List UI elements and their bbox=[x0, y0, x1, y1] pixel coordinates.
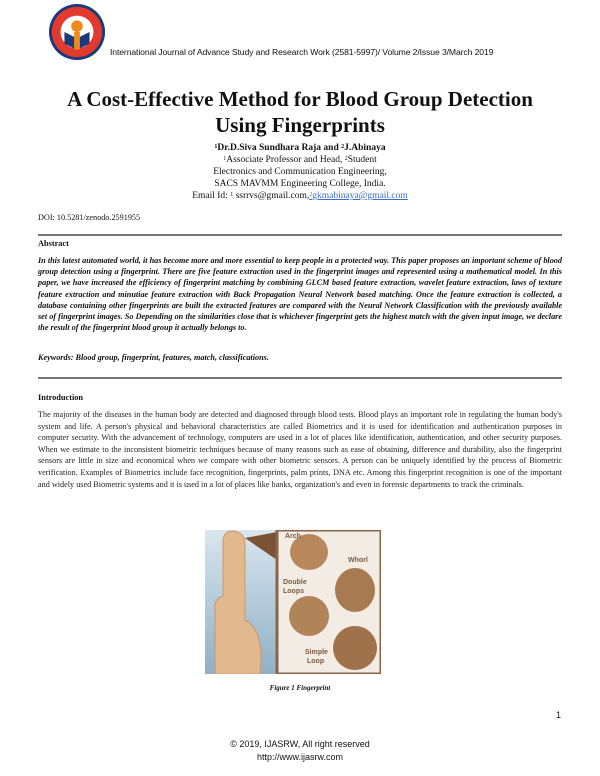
email2: gkmabinaya@gmail.com bbox=[312, 191, 408, 201]
affil-sup1: 1 bbox=[223, 156, 227, 162]
email-line bbox=[0, 190, 600, 202]
email1-sup: 1 bbox=[230, 192, 234, 198]
email2-link[interactable] bbox=[309, 191, 408, 201]
affiliation bbox=[0, 154, 600, 166]
footer-url[interactable]: http://www.ijasrw.com bbox=[256, 752, 344, 762]
doi: DOI: 10.5281/zenodo.2591955 bbox=[38, 213, 141, 222]
author-names bbox=[0, 142, 600, 154]
introduction-heading: Introduction bbox=[38, 393, 84, 402]
abstract-heading: Abstract bbox=[38, 239, 69, 248]
label-whorl: Whorl bbox=[348, 557, 368, 564]
divider-top bbox=[38, 234, 562, 236]
department: Electronics and Communication Engineering, bbox=[213, 167, 387, 177]
affil-part2: Student bbox=[347, 155, 377, 165]
author-block bbox=[0, 142, 600, 202]
label-loop: Loop bbox=[307, 658, 325, 665]
label-arch: Arch bbox=[285, 533, 301, 540]
label-double: Double bbox=[283, 579, 307, 586]
journal-logo bbox=[48, 3, 106, 61]
double-loops-print bbox=[289, 596, 329, 636]
label-simple: Simple bbox=[305, 649, 328, 656]
author1-sup: 1 bbox=[214, 144, 218, 150]
divider-bottom bbox=[38, 377, 562, 379]
affil-sup2: 2 bbox=[344, 156, 348, 162]
introduction-text: The majority of the diseases in the human body are detected and diagnosed through blood tests. Blood plays an important role in regulating the human body's system and life. A person's physical and behavioral characteristics are called Biometrics and it is used for identification and authentication purposes in computer security. With the advancement of technology, computers are used in a lot of places like identification, authentication, and other security purposes. When we estimate to the inconsistent biometric techniques because of many reasons such as ease of obtaining, difference and durability, also the fingerprint sensors are little in size and economical when we compare with other biometric sensors. A person can be uniquely identified by the process of Biometric verification. Examples of Biometrics include face recognition, fingerprints, palm prints, DNA etc. Among this fingerprint recognition is one of the important and widely used Biometric systems and it is used in a lot of places like banks, organization's and even in forensic departments to track the criminals. bbox=[38, 410, 562, 489]
author2-sup: 2 bbox=[341, 144, 345, 150]
affil-part1: Associate Professor and Head, bbox=[226, 155, 345, 165]
fingerprint-figure bbox=[205, 530, 381, 674]
title-line-2: Using Fingerprints bbox=[215, 113, 385, 137]
email2-sup: 2 bbox=[309, 192, 313, 198]
footer bbox=[0, 738, 600, 764]
label-loops: Loops bbox=[283, 588, 304, 595]
title-line-1: A Cost-Effective Method for Blood Group Detection bbox=[67, 87, 533, 111]
abstract-text: In this latest automated world, it has become more and more essential to keep people in a protected way. This paper proposes an important scheme of blood group detection using a fingerprint. There are five feature extraction used in the fingerprint images and represented using a mathematical model. In this paper, we have increased the efficiency of fingerprint matching by combining GLCM based feature extraction, wavelet feature extraction, laws of texture feature extraction and minutiae feature extraction with Back Propagation Neural Network based matching. Once the feature extraction is collected, a database containing other fingerprints are built the extracted features are compared with the Neural Network Classification with the previously available set of fingerprint images. So Depending on the similarities close that is whichever fingerprint gets the highest match with the given input image, we declare the result of the fingerprint blood group it actually belongs to. bbox=[38, 256, 562, 333]
simple-loop-print bbox=[333, 626, 377, 670]
email-label: Email Id: bbox=[192, 191, 231, 201]
keywords: Keywords: Blood group, fingerprint, features, match, classifications. bbox=[38, 353, 269, 362]
author1: Dr.D.Siva Sundhara Raja and bbox=[217, 143, 342, 153]
email1: ssrrvs@gmail.com, bbox=[233, 191, 310, 201]
paper-title bbox=[0, 86, 600, 138]
author2: J.Abinaya bbox=[344, 143, 386, 153]
whorl-print bbox=[335, 568, 375, 612]
page-number: 1 bbox=[556, 710, 562, 720]
figure-caption: Figure 1 Fingerprint bbox=[269, 684, 331, 692]
college: SACS MAVMM Engineering College, India. bbox=[214, 179, 386, 189]
journal-header: International Journal of Advance Study and Research Work (2581-5997)/ Volume 2/Issue 3/March 2019 bbox=[110, 47, 494, 57]
copyright: © 2019, IJASRW, All right reserved bbox=[230, 739, 370, 749]
